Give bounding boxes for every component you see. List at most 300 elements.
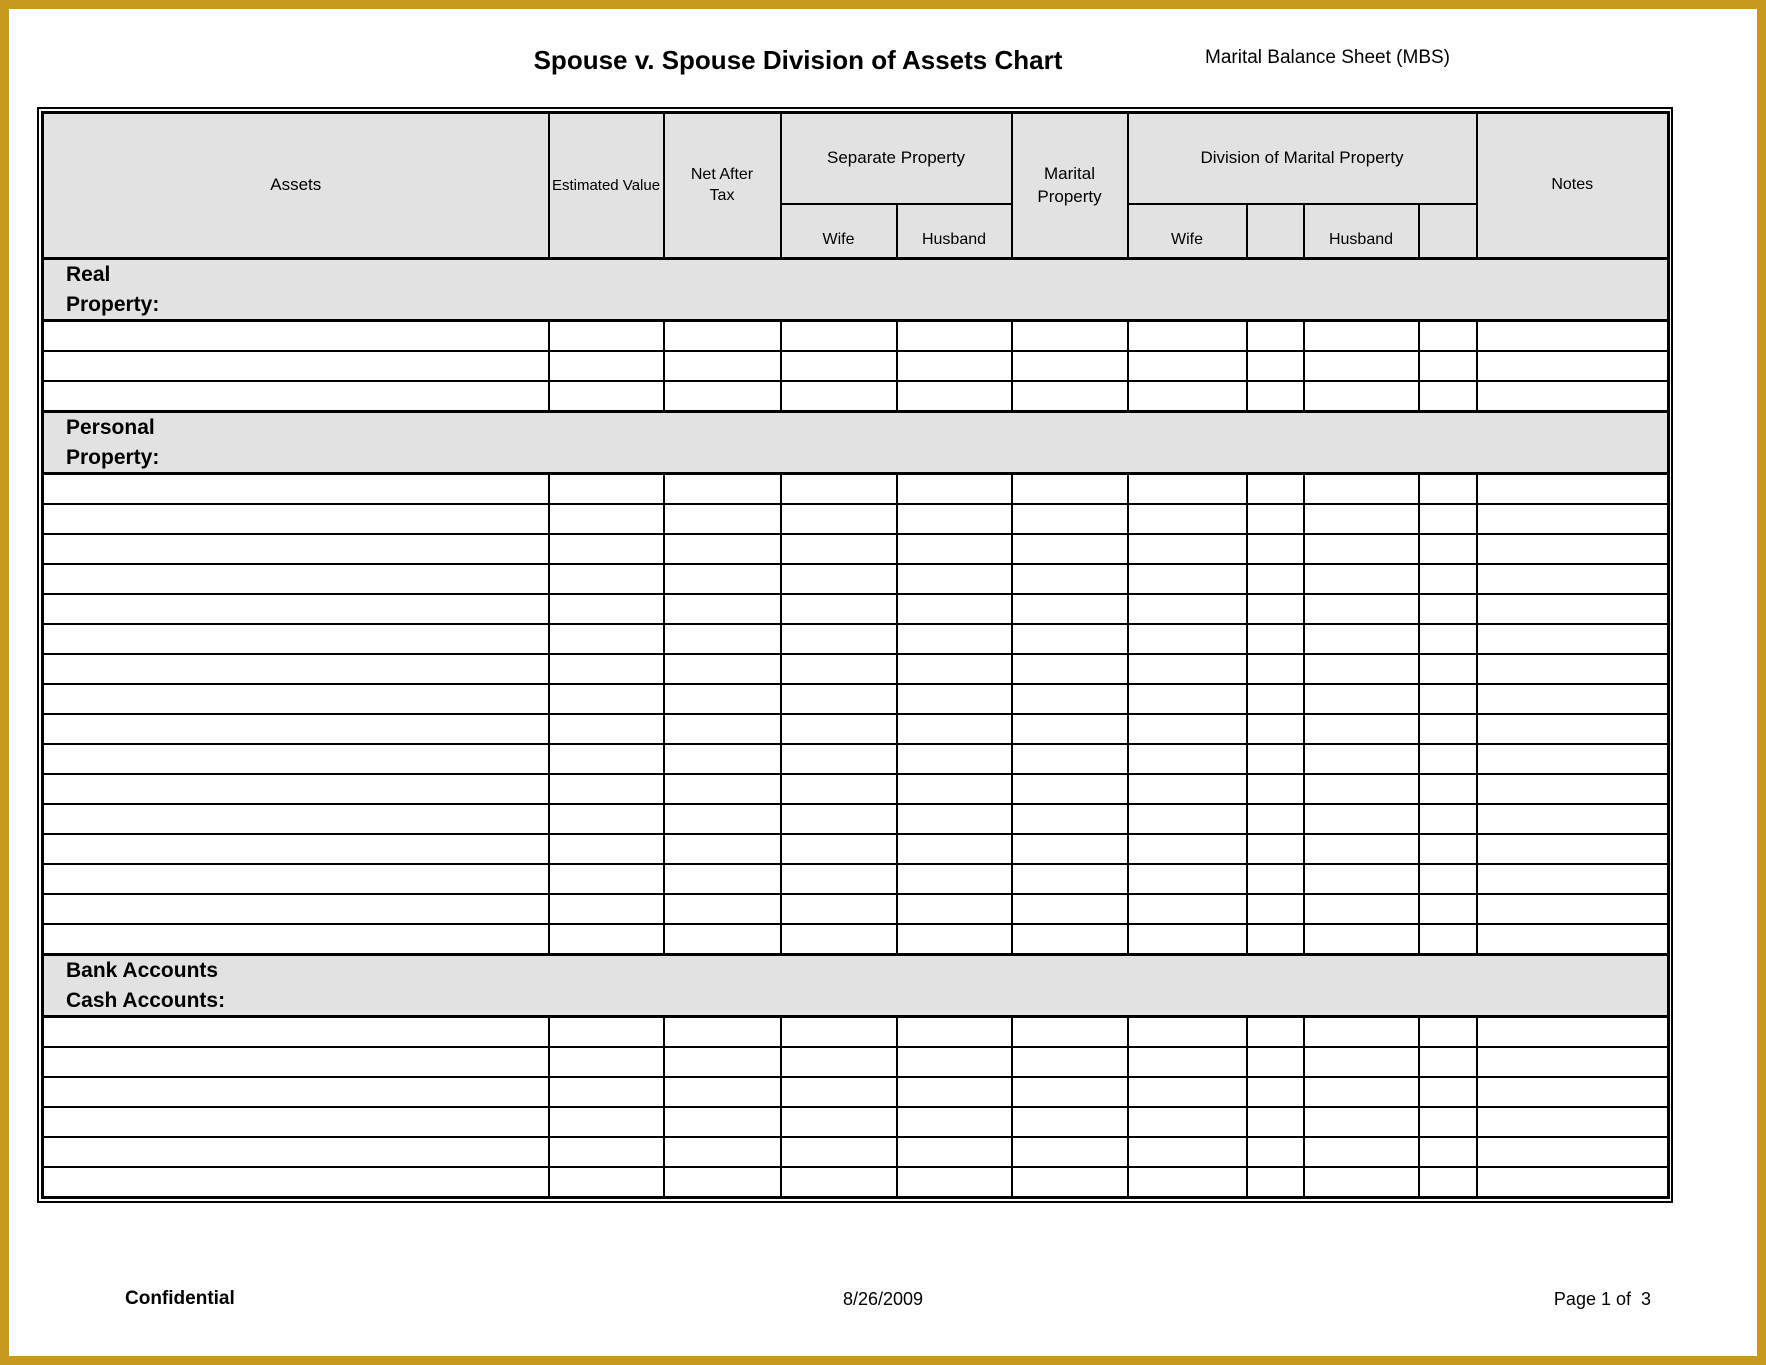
- empty-cell: [1304, 1137, 1419, 1167]
- empty-cell: [1419, 534, 1477, 564]
- empty-row: [43, 924, 1669, 955]
- empty-cell: [43, 564, 549, 594]
- empty-cell: [43, 1167, 549, 1198]
- empty-cell: [1477, 834, 1669, 864]
- header-row-groups: [43, 113, 1669, 204]
- empty-cell: [1304, 834, 1419, 864]
- empty-cell: [1304, 1077, 1419, 1107]
- page-subtitle: Marital Balance Sheet (MBS): [1205, 47, 1450, 68]
- empty-cell: [549, 804, 664, 834]
- col-header-separate-husband: Husband: [897, 204, 1012, 259]
- empty-cell: [1419, 744, 1477, 774]
- empty-cell: [781, 564, 897, 594]
- empty-row: [43, 1077, 1669, 1107]
- empty-cell: [1128, 864, 1247, 894]
- empty-cell: [664, 864, 781, 894]
- empty-cell: [1128, 1047, 1247, 1077]
- empty-cell: [1304, 564, 1419, 594]
- empty-row: [43, 564, 1669, 594]
- empty-cell: [1128, 321, 1247, 352]
- empty-cell: [897, 474, 1012, 505]
- empty-cell: [664, 804, 781, 834]
- empty-cell: [1477, 351, 1669, 381]
- empty-cell: [1477, 504, 1669, 534]
- empty-cell: [664, 1017, 781, 1048]
- empty-cell: [1012, 804, 1128, 834]
- empty-cell: [1012, 1107, 1128, 1137]
- empty-cell: [664, 1167, 781, 1198]
- empty-cell: [1128, 381, 1247, 412]
- empty-cell: [1304, 1167, 1419, 1198]
- empty-cell: [1247, 351, 1304, 381]
- section-header-personal-property: [43, 412, 1669, 474]
- empty-cell: [664, 1107, 781, 1137]
- empty-cell: [664, 321, 781, 352]
- empty-cell: [1419, 1107, 1477, 1137]
- section-label-line: Personal: [66, 416, 155, 440]
- empty-cell: [1477, 564, 1669, 594]
- empty-cell: [1247, 1047, 1304, 1077]
- empty-cell: [549, 684, 664, 714]
- empty-cell: [549, 744, 664, 774]
- empty-cell: [781, 804, 897, 834]
- section-label-bank-accounts: [43, 955, 1669, 1017]
- empty-cell: [1419, 714, 1477, 744]
- empty-cell: [897, 624, 1012, 654]
- empty-cell: [43, 624, 549, 654]
- empty-cell: [1419, 894, 1477, 924]
- empty-cell: [781, 684, 897, 714]
- empty-cell: [43, 474, 549, 505]
- section-label-line: Cash Accounts:: [66, 988, 226, 1012]
- empty-cell: [1477, 1107, 1669, 1137]
- empty-cell: [1477, 744, 1669, 774]
- empty-cell: [43, 744, 549, 774]
- empty-cell: [1304, 504, 1419, 534]
- empty-cell: [1247, 654, 1304, 684]
- empty-cell: [1304, 594, 1419, 624]
- empty-cell: [897, 321, 1012, 352]
- empty-cell: [1247, 474, 1304, 505]
- section-label-line: Property:: [66, 445, 160, 469]
- empty-cell: [1477, 774, 1669, 804]
- empty-cell: [1012, 564, 1128, 594]
- empty-cell: [897, 564, 1012, 594]
- empty-cell: [1477, 654, 1669, 684]
- empty-cell: [1012, 504, 1128, 534]
- empty-cell: [1304, 684, 1419, 714]
- empty-cell: [781, 744, 897, 774]
- empty-cell: [549, 924, 664, 955]
- empty-cell: [1304, 624, 1419, 654]
- empty-cell: [1419, 924, 1477, 955]
- empty-cell: [1477, 684, 1669, 714]
- empty-cell: [1128, 834, 1247, 864]
- empty-cell: [1128, 894, 1247, 924]
- empty-cell: [1419, 594, 1477, 624]
- empty-cell: [781, 1167, 897, 1198]
- empty-cell: [1477, 321, 1669, 352]
- empty-cell: [1477, 1167, 1669, 1198]
- empty-cell: [664, 1137, 781, 1167]
- empty-cell: [43, 504, 549, 534]
- empty-cell: [897, 894, 1012, 924]
- empty-cell: [1477, 1047, 1669, 1077]
- empty-row: [43, 744, 1669, 774]
- empty-cell: [781, 894, 897, 924]
- empty-cell: [1128, 774, 1247, 804]
- empty-cell: [897, 534, 1012, 564]
- empty-cell: [1419, 564, 1477, 594]
- page-title: Spouse v. Spouse Division of Assets Chart: [533, 45, 1063, 75]
- empty-cell: [664, 351, 781, 381]
- empty-cell: [43, 1137, 549, 1167]
- empty-cell: [1304, 321, 1419, 352]
- empty-cell: [664, 744, 781, 774]
- empty-cell: [781, 594, 897, 624]
- empty-row: [43, 474, 1669, 505]
- empty-cell: [1012, 864, 1128, 894]
- empty-cell: [1247, 1017, 1304, 1048]
- empty-cell: [664, 774, 781, 804]
- section-label-line: Bank Accounts: [66, 959, 219, 983]
- empty-cell: [1128, 474, 1247, 505]
- empty-row: [43, 504, 1669, 534]
- empty-cell: [664, 924, 781, 955]
- empty-row: [43, 1017, 1669, 1048]
- empty-row: [43, 894, 1669, 924]
- empty-cell: [1304, 924, 1419, 955]
- col-header-assets: Assets: [43, 113, 549, 259]
- empty-row: [43, 1047, 1669, 1077]
- empty-cell: [1419, 684, 1477, 714]
- empty-cell: [1247, 534, 1304, 564]
- empty-cell: [1477, 804, 1669, 834]
- empty-cell: [1128, 624, 1247, 654]
- empty-cell: [897, 351, 1012, 381]
- empty-cell: [1477, 894, 1669, 924]
- empty-cell: [1128, 1077, 1247, 1107]
- empty-cell: [1247, 834, 1304, 864]
- empty-cell: [1247, 1137, 1304, 1167]
- empty-cell: [1304, 774, 1419, 804]
- empty-cell: [1419, 654, 1477, 684]
- empty-cell: [664, 504, 781, 534]
- empty-cell: [43, 381, 549, 412]
- empty-cell: [1477, 474, 1669, 505]
- empty-cell: [1304, 534, 1419, 564]
- empty-cell: [1128, 924, 1247, 955]
- empty-cell: [549, 864, 664, 894]
- empty-cell: [897, 504, 1012, 534]
- empty-cell: [1304, 654, 1419, 684]
- col-header-division-wife: Wife: [1128, 204, 1247, 259]
- empty-cell: [549, 504, 664, 534]
- empty-cell: [1012, 894, 1128, 924]
- empty-cell: [1419, 864, 1477, 894]
- empty-cell: [897, 774, 1012, 804]
- empty-cell: [549, 564, 664, 594]
- empty-cell: [781, 1107, 897, 1137]
- empty-cell: [1419, 504, 1477, 534]
- empty-cell: [1247, 1107, 1304, 1137]
- empty-cell: [1419, 381, 1477, 412]
- empty-cell: [43, 864, 549, 894]
- empty-cell: [43, 1107, 549, 1137]
- section-label-line: Real: [66, 263, 111, 287]
- empty-cell: [1012, 744, 1128, 774]
- empty-cell: [781, 381, 897, 412]
- empty-cell: [1247, 564, 1304, 594]
- empty-cell: [1012, 714, 1128, 744]
- empty-cell: [1419, 834, 1477, 864]
- empty-cell: [664, 654, 781, 684]
- empty-cell: [1304, 351, 1419, 381]
- empty-cell: [1477, 381, 1669, 412]
- empty-cell: [664, 684, 781, 714]
- empty-cell: [781, 774, 897, 804]
- col-header-net-after-tax-label: Net After Tax: [690, 165, 754, 204]
- empty-cell: [1247, 924, 1304, 955]
- empty-cell: [1012, 321, 1128, 352]
- empty-cell: [1128, 1137, 1247, 1167]
- empty-cell: [43, 321, 549, 352]
- empty-cell: [1012, 534, 1128, 564]
- empty-cell: [1128, 1107, 1247, 1137]
- empty-row: [43, 834, 1669, 864]
- col-header-division-spacer-1: [1247, 204, 1304, 259]
- empty-cell: [549, 381, 664, 412]
- empty-cell: [1128, 1167, 1247, 1198]
- empty-cell: [1477, 924, 1669, 955]
- empty-cell: [1477, 1077, 1669, 1107]
- empty-cell: [1304, 474, 1419, 505]
- empty-cell: [549, 774, 664, 804]
- empty-cell: [43, 1077, 549, 1107]
- empty-cell: [664, 564, 781, 594]
- col-header-separate-property: Separate Property: [781, 113, 1012, 204]
- empty-cell: [781, 924, 897, 955]
- empty-cell: [664, 1047, 781, 1077]
- empty-cell: [1419, 774, 1477, 804]
- empty-cell: [1304, 381, 1419, 412]
- empty-cell: [1304, 864, 1419, 894]
- empty-cell: [43, 714, 549, 744]
- empty-cell: [549, 594, 664, 624]
- empty-cell: [549, 351, 664, 381]
- empty-row: [43, 351, 1669, 381]
- empty-cell: [43, 594, 549, 624]
- empty-cell: [664, 381, 781, 412]
- empty-cell: [1012, 684, 1128, 714]
- empty-cell: [1477, 1017, 1669, 1048]
- col-header-marital-property: [1012, 113, 1128, 259]
- empty-cell: [43, 834, 549, 864]
- empty-cell: [897, 381, 1012, 412]
- empty-cell: [1012, 381, 1128, 412]
- empty-cell: [1247, 321, 1304, 352]
- footer-confidential: Confidential: [125, 1288, 235, 1309]
- assets-table: [41, 111, 1670, 1199]
- empty-row: [43, 714, 1669, 744]
- empty-cell: [897, 1077, 1012, 1107]
- empty-cell: [1128, 684, 1247, 714]
- empty-cell: [43, 924, 549, 955]
- empty-cell: [1419, 1167, 1477, 1198]
- empty-cell: [664, 894, 781, 924]
- empty-cell: [781, 474, 897, 505]
- empty-cell: [781, 714, 897, 744]
- empty-cell: [781, 351, 897, 381]
- empty-cell: [897, 654, 1012, 684]
- empty-cell: [1247, 1167, 1304, 1198]
- empty-cell: [43, 1047, 549, 1077]
- empty-cell: [897, 834, 1012, 864]
- empty-cell: [664, 594, 781, 624]
- empty-cell: [1477, 624, 1669, 654]
- empty-cell: [1304, 1017, 1419, 1048]
- empty-cell: [1012, 1017, 1128, 1048]
- empty-cell: [781, 1047, 897, 1077]
- empty-cell: [781, 504, 897, 534]
- assets-table-frame: [37, 107, 1673, 1203]
- empty-cell: [1247, 1077, 1304, 1107]
- empty-cell: [43, 804, 549, 834]
- empty-cell: [1012, 1047, 1128, 1077]
- empty-cell: [1477, 864, 1669, 894]
- empty-cell: [781, 534, 897, 564]
- empty-cell: [1247, 864, 1304, 894]
- empty-cell: [897, 744, 1012, 774]
- col-header-net-after-tax: [664, 113, 781, 259]
- empty-cell: [897, 1167, 1012, 1198]
- empty-cell: [1247, 594, 1304, 624]
- empty-cell: [1012, 1137, 1128, 1167]
- empty-cell: [1419, 474, 1477, 505]
- empty-cell: [1304, 1047, 1419, 1077]
- empty-cell: [549, 834, 664, 864]
- empty-cell: [897, 1137, 1012, 1167]
- empty-cell: [1304, 1107, 1419, 1137]
- empty-cell: [1419, 1137, 1477, 1167]
- empty-cell: [897, 924, 1012, 955]
- empty-cell: [1247, 684, 1304, 714]
- empty-cell: [1304, 714, 1419, 744]
- col-header-estimated-value: Estimated Value: [549, 113, 664, 259]
- empty-cell: [1012, 624, 1128, 654]
- empty-cell: [1304, 744, 1419, 774]
- empty-cell: [781, 1077, 897, 1107]
- empty-cell: [1419, 1017, 1477, 1048]
- empty-cell: [1012, 654, 1128, 684]
- empty-cell: [43, 534, 549, 564]
- empty-cell: [1128, 1017, 1247, 1048]
- empty-row: [43, 684, 1669, 714]
- empty-cell: [1419, 1077, 1477, 1107]
- empty-cell: [1128, 804, 1247, 834]
- empty-cell: [1419, 624, 1477, 654]
- empty-cell: [1247, 804, 1304, 834]
- empty-cell: [1419, 321, 1477, 352]
- empty-cell: [1128, 654, 1247, 684]
- empty-row: [43, 594, 1669, 624]
- empty-cell: [1012, 924, 1128, 955]
- empty-cell: [1247, 381, 1304, 412]
- empty-cell: [1128, 351, 1247, 381]
- empty-cell: [664, 624, 781, 654]
- empty-cell: [781, 834, 897, 864]
- empty-cell: [549, 1047, 664, 1077]
- empty-cell: [1419, 804, 1477, 834]
- empty-cell: [1247, 624, 1304, 654]
- section-header-real-property: [43, 259, 1669, 321]
- empty-cell: [1247, 504, 1304, 534]
- empty-cell: [1012, 1167, 1128, 1198]
- empty-cell: [1012, 474, 1128, 505]
- empty-cell: [781, 1017, 897, 1048]
- empty-cell: [549, 894, 664, 924]
- empty-cell: [1304, 804, 1419, 834]
- empty-cell: [43, 351, 549, 381]
- empty-cell: [1012, 1077, 1128, 1107]
- col-header-separate-wife: Wife: [781, 204, 897, 259]
- section-label-line: Property:: [66, 292, 160, 316]
- empty-cell: [549, 534, 664, 564]
- empty-cell: [549, 714, 664, 744]
- empty-cell: [664, 834, 781, 864]
- empty-row: [43, 321, 1669, 352]
- empty-row: [43, 1137, 1669, 1167]
- empty-cell: [781, 864, 897, 894]
- empty-row: [43, 654, 1669, 684]
- col-header-division-spacer-2: [1419, 204, 1477, 259]
- empty-cell: [664, 714, 781, 744]
- empty-cell: [897, 1047, 1012, 1077]
- empty-cell: [43, 774, 549, 804]
- empty-cell: [1247, 774, 1304, 804]
- empty-cell: [1419, 1047, 1477, 1077]
- empty-row: [43, 774, 1669, 804]
- empty-cell: [664, 1077, 781, 1107]
- empty-cell: [664, 474, 781, 505]
- empty-row: [43, 1167, 1669, 1198]
- empty-row: [43, 864, 1669, 894]
- footer-date: 8/26/2009: [842, 1289, 924, 1309]
- col-header-division-husband: Husband: [1304, 204, 1419, 259]
- empty-cell: [43, 894, 549, 924]
- empty-cell: [549, 1077, 664, 1107]
- empty-cell: [1419, 351, 1477, 381]
- empty-row: [43, 381, 1669, 412]
- empty-cell: [1128, 744, 1247, 774]
- empty-cell: [549, 624, 664, 654]
- empty-cell: [664, 534, 781, 564]
- footer-page-number: Page 1 of 3: [1553, 1289, 1651, 1309]
- empty-cell: [1128, 714, 1247, 744]
- empty-cell: [43, 684, 549, 714]
- section-label-personal-property: [43, 412, 1669, 474]
- empty-row: [43, 624, 1669, 654]
- empty-cell: [1247, 714, 1304, 744]
- empty-cell: [549, 1017, 664, 1048]
- empty-cell: [1247, 744, 1304, 774]
- section-label-real-property: [43, 259, 1669, 321]
- empty-cell: [549, 321, 664, 352]
- section-header-bank-accounts: [43, 955, 1669, 1017]
- empty-cell: [549, 654, 664, 684]
- empty-cell: [1304, 894, 1419, 924]
- empty-cell: [549, 1167, 664, 1198]
